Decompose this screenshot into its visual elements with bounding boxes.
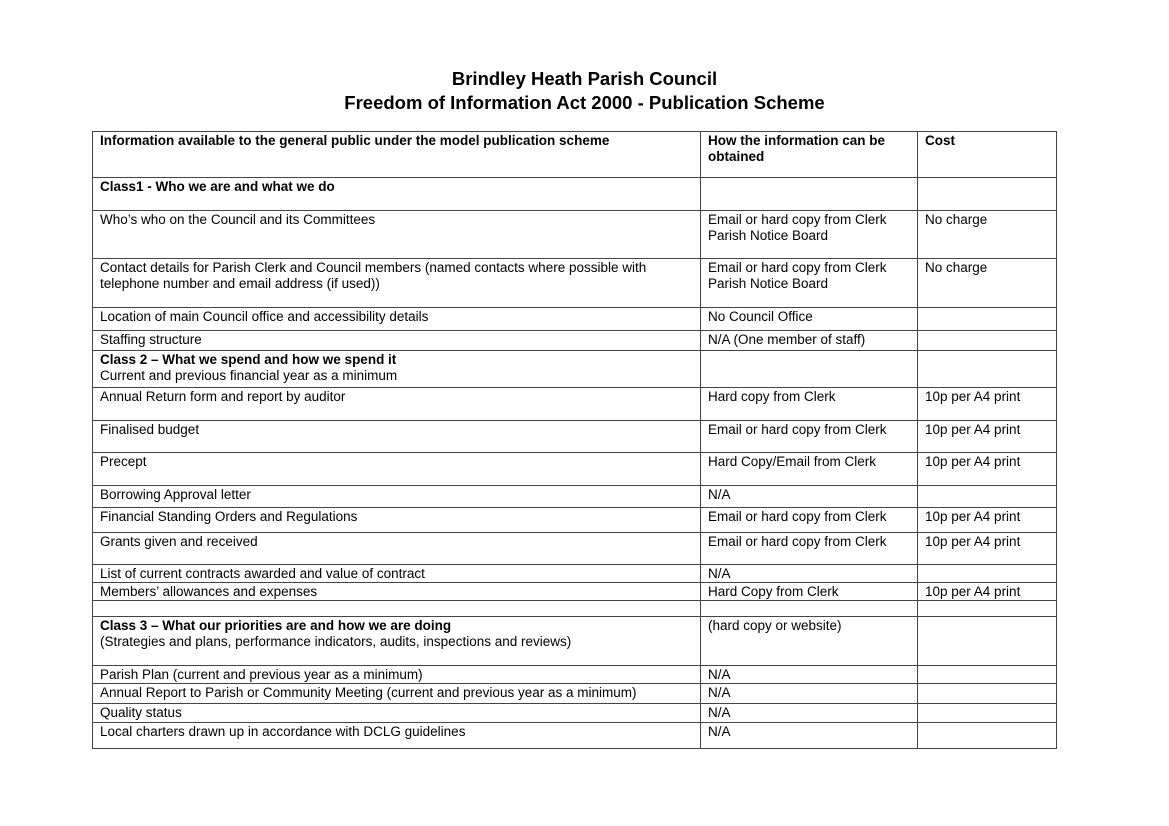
cell-cost: 10p per A4 print bbox=[918, 388, 1057, 421]
table-row bbox=[93, 704, 1057, 723]
empty-row bbox=[93, 601, 1057, 617]
cell-cost bbox=[918, 684, 1057, 704]
class3-subheading: (Strategies and plans, performance indicators, audits, inspections and reviews) bbox=[100, 634, 572, 649]
cell-info: Financial Standing Orders and Regulations bbox=[93, 508, 701, 533]
cell-info: Grants given and received bbox=[93, 533, 701, 565]
table-row bbox=[93, 583, 1057, 601]
cell-how: Hard Copy/Email from Clerk bbox=[701, 453, 918, 486]
cell-how: Email or hard copy from Clerk bbox=[701, 533, 918, 565]
class2-heading-cell bbox=[93, 351, 701, 388]
cell-how: Email or hard copy from Clerk bbox=[701, 508, 918, 533]
cell-info: List of current contracts awarded and value of contract bbox=[93, 565, 701, 583]
cell-how: Hard copy from Clerk bbox=[701, 388, 918, 421]
header-how-line2: obtained bbox=[708, 149, 765, 164]
cell-cost bbox=[918, 723, 1057, 749]
table-row bbox=[93, 533, 1057, 565]
document-header bbox=[0, 67, 1169, 115]
table-row bbox=[93, 508, 1057, 533]
cell-how: Email or hard copy from Clerk Parish Notice Board bbox=[701, 259, 918, 308]
class2-heading: Class 2 – What we spend and how we spend it bbox=[100, 352, 397, 367]
header-how-line1: How the information can be bbox=[708, 133, 886, 148]
cell-cost bbox=[918, 666, 1057, 684]
table-row bbox=[93, 259, 1057, 308]
table-row bbox=[93, 684, 1057, 704]
cell-info: Location of main Council office and accessibility details bbox=[93, 308, 701, 331]
cell-cost: 10p per A4 print bbox=[918, 583, 1057, 601]
cell-cost: 10p per A4 print bbox=[918, 421, 1057, 453]
cell-how: N/A (One member of staff) bbox=[701, 331, 918, 351]
cell-cost: No charge bbox=[918, 211, 1057, 259]
cell-info: Staffing structure bbox=[93, 331, 701, 351]
table-row bbox=[93, 453, 1057, 486]
cell-how: Email or hard copy from Clerk Parish Notice Board bbox=[701, 211, 918, 259]
cell-how: No Council Office bbox=[701, 308, 918, 331]
table-row bbox=[93, 421, 1057, 453]
cell-info: Borrowing Approval letter bbox=[93, 486, 701, 508]
table-row bbox=[93, 211, 1057, 259]
cell-how: N/A bbox=[701, 486, 918, 508]
cell-how: N/A bbox=[701, 723, 918, 749]
cell-info: Precept bbox=[93, 453, 701, 486]
class1-heading: Class1 - Who we are and what we do bbox=[93, 178, 701, 211]
cell-info: Who’s who on the Council and its Committees bbox=[93, 211, 701, 259]
cell-cost: 10p per A4 print bbox=[918, 533, 1057, 565]
cell-how: N/A bbox=[701, 666, 918, 684]
cell-cost: No charge bbox=[918, 259, 1057, 308]
class1-heading-row bbox=[93, 178, 1057, 211]
table-header-row bbox=[93, 132, 1057, 178]
table-row bbox=[93, 565, 1057, 583]
header-info: Information available to the general public under the model publication scheme bbox=[93, 132, 701, 178]
document-subtitle: Freedom of Information Act 2000 - Publication Scheme bbox=[344, 92, 825, 113]
cell-info: Local charters drawn up in accordance with DCLG guidelines bbox=[93, 723, 701, 749]
cell-cost bbox=[918, 486, 1057, 508]
class2-subheading: Current and previous financial year as a minimum bbox=[100, 368, 398, 383]
cell-info: Annual Report to Parish or Community Meeting (current and previous year as a minimum) bbox=[93, 684, 701, 704]
cell-cost bbox=[918, 704, 1057, 723]
cell-info: Quality status bbox=[93, 704, 701, 723]
cell-info: Members’ allowances and expenses bbox=[93, 583, 701, 601]
class3-heading-cell bbox=[93, 617, 701, 666]
table-row bbox=[93, 486, 1057, 508]
cell-how: Email or hard copy from Clerk bbox=[701, 421, 918, 453]
cell-cost: 10p per A4 print bbox=[918, 453, 1057, 486]
table-row bbox=[93, 331, 1057, 351]
class3-heading-row bbox=[93, 617, 1057, 666]
cell-cost bbox=[918, 308, 1057, 331]
cell-info: Contact details for Parish Clerk and Council members (named contacts where possible with telephone number and email address (if used)) bbox=[93, 259, 701, 308]
table-row bbox=[93, 308, 1057, 331]
table-row bbox=[93, 666, 1057, 684]
class2-heading-row bbox=[93, 351, 1057, 388]
cell-info: Finalised budget bbox=[93, 421, 701, 453]
class3-how: (hard copy or website) bbox=[701, 617, 918, 666]
cell-info: Parish Plan (current and previous year as a minimum) bbox=[93, 666, 701, 684]
cell-info: Annual Return form and report by auditor bbox=[93, 388, 701, 421]
cell-cost: 10p per A4 print bbox=[918, 508, 1057, 533]
document-title: Brindley Heath Parish Council bbox=[451, 68, 718, 89]
cell-how: Hard Copy from Clerk bbox=[701, 583, 918, 601]
header-how bbox=[701, 132, 918, 178]
table-row bbox=[93, 388, 1057, 421]
class3-heading: Class 3 – What our priorities are and how we are doing bbox=[100, 618, 452, 633]
cell-how: N/A bbox=[701, 704, 918, 723]
publication-scheme-table bbox=[92, 131, 1057, 749]
cell-how: N/A bbox=[701, 565, 918, 583]
cell-cost bbox=[918, 565, 1057, 583]
cell-how: N/A bbox=[701, 684, 918, 704]
table-row bbox=[93, 723, 1057, 749]
header-cost: Cost bbox=[918, 132, 1057, 178]
cell-cost bbox=[918, 331, 1057, 351]
